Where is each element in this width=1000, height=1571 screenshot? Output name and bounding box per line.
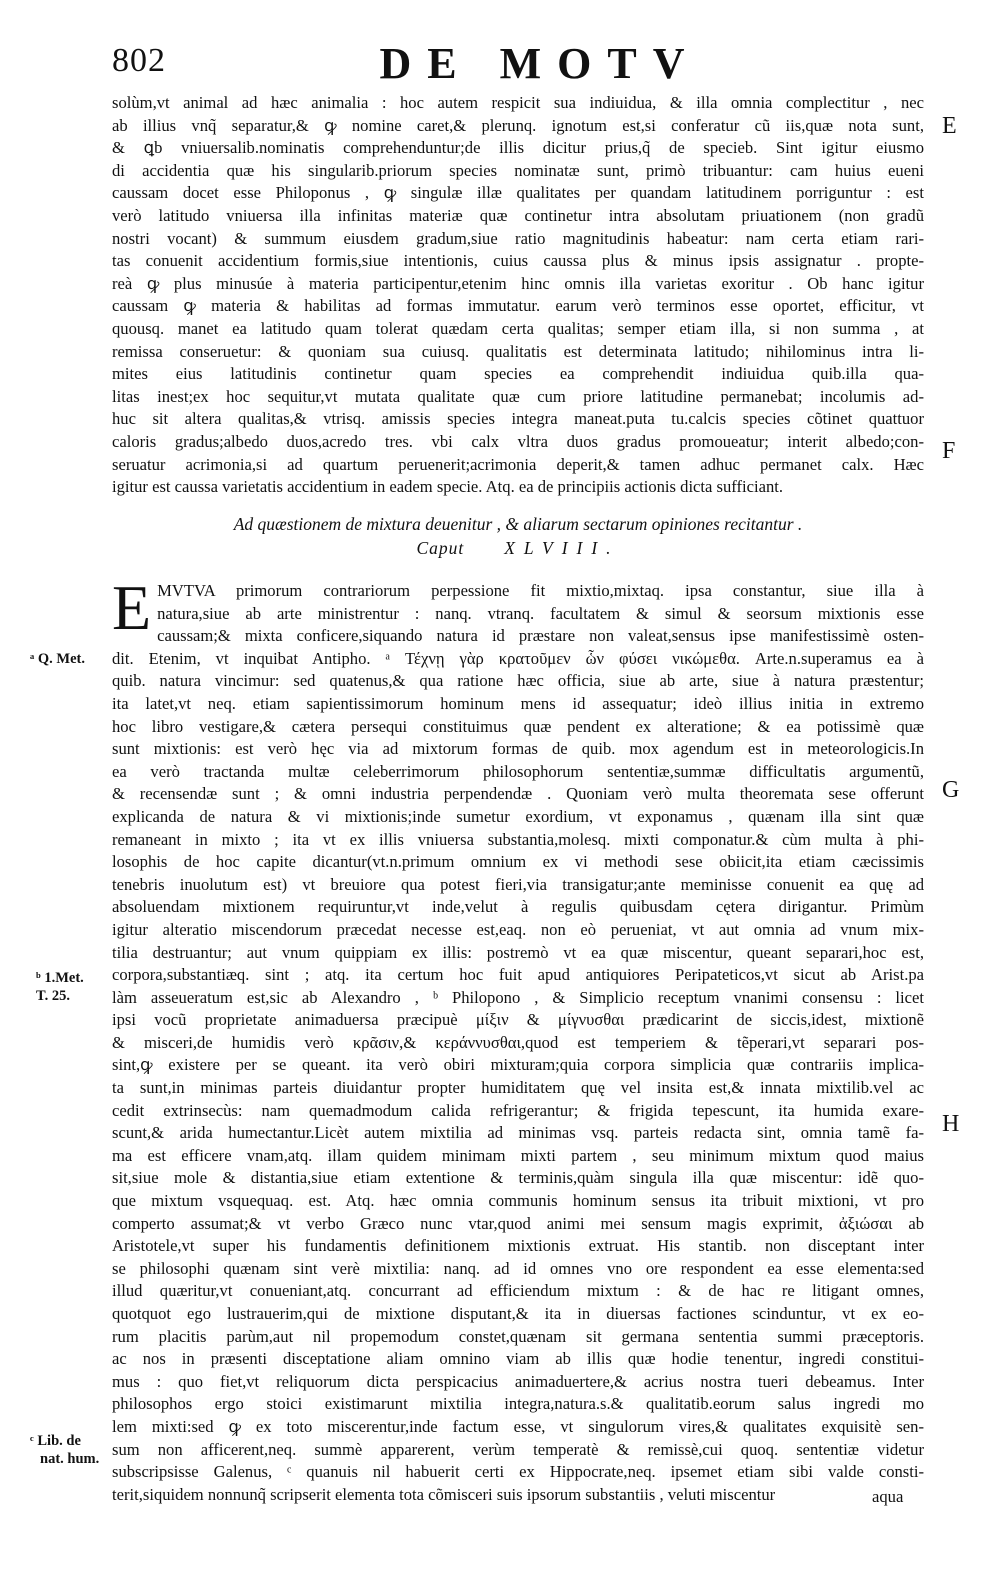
main-paragraph-line: mus : quo fiet,vt reliquorum dicta perspicacius animaduertere,& acrius nostra tueri debeamus. Inter: [112, 1371, 924, 1391]
top-paragraph-line: remissa conseruetur: & quoniam sua cuiusq. qualitatis est determinata latitudo; nihilominus intra li-: [112, 341, 924, 361]
margin-letter-e: E: [942, 113, 957, 139]
top-paragraph-line: reà ꝙ plus minusúe à materia participentur,etenim hinc omnis illa varietas exoritur . Ob hanc igitur: [112, 273, 924, 293]
caput-label: Caput: [416, 538, 465, 558]
running-head: DE MOTV: [379, 39, 701, 88]
main-paragraph-line: remaneant in mixto ; ita vt ex illis vniuersa substantia,molesq. mixti componatur.& cùm multa à phi-: [112, 829, 924, 849]
main-paragraph-line: làm asseueratum est,sic ab Alexandro , ᵇ Philopono , & Simplicio receptum vnanimi consensu : licet: [112, 987, 924, 1007]
main-paragraph-line: & recensendæ sunt ; & omni industria perpendendæ . Quoniam verò multa theoremata sese offerunt: [112, 784, 924, 804]
top-paragraph-line: caloris gradus;albedo duos,acredo tres. vbi calx vltra duos gradus promoueatur; interit albedo;con-: [112, 431, 924, 451]
top-paragraph-line: nostri vocant) & summum eiusdem gradum,siue ratio magnitudinis habeatur: nam certa etiam rari-: [112, 228, 924, 248]
main-paragraph-line: natura,siue ab arte ministrentur : nanq. vtranq. facultatem & simul & seorsum mixtionis esse: [157, 603, 924, 623]
main-paragraph-line: subscripsisse Galenus, ᶜ quanuis nil habuerit certi ex Hippocrate,neq. ipsemet etiam sibi valde consti-: [112, 1462, 924, 1482]
page-number: 802: [112, 42, 166, 79]
chapter-title: Ad quæstionem de mixtura deuenitur , & aliarum sectarum opiniones recitantur .: [233, 514, 803, 534]
main-paragraph-line: MVTVA primorum contrariorum perpessione fit mixtio,mixtaq. ipsa constantur, siue illa à: [157, 581, 924, 600]
main-paragraph-line: ac nos in præsenti disceptatione aliam omnino viam ab illis quæ hodie tenentur, ingredi constitui-: [112, 1349, 924, 1369]
margin-letter-h: H: [942, 1111, 960, 1137]
main-paragraph-line: sit,siue mole & distantia,siue etiam extentione & terminis,quàm singula illa quæ miscentur: idẽ quo-: [112, 1168, 924, 1188]
side-note-b-1: ᵇ 1.Met.: [36, 970, 84, 986]
top-paragraph-line: igitur est caussa varietatis accidentium in eadem specie. Atq. ea de principiis actionis dicta sufficiant.: [112, 477, 784, 497]
main-paragraph-line: cedit extrinsecùs: nam quemadmodum calida refrigerantur; & frigida tepescunt, ita humida exare-: [112, 1100, 924, 1120]
side-note-c-1: ᶜ Lib. de: [30, 1433, 81, 1449]
main-paragraph-line: comperto assumat;& vt verbo Græco nunc vtar,quod animi mei sensum magis exprimit, ἀξιώσαι ab: [112, 1213, 924, 1233]
chapter-heading: [112, 512, 924, 560]
margin-letter-f: F: [942, 438, 956, 464]
main-paragraph-line: tenebris inuolutum est) vt breuiore qua potest fieri,via transigatur;ante meminisse conuenit ea quę ad: [112, 874, 924, 894]
top-paragraph-line: caussam docet esse Philoponus , ꝙ singulæ illæ qualitates per quandam latitudinem porriguntur : est: [112, 183, 924, 203]
main-paragraph-line: caussam;& mixta conficere,siquando natura id præstare non valeat,sensus ipse manifestissimè osten-: [157, 626, 924, 646]
main-paragraph-line: ita latet,vt neq. etiam sapientissimorum hominum mens id assequatur; ideò illius initia in extremo: [112, 693, 924, 713]
top-paragraph-line: huc sit altera qualitas,& vtrisq. amissis species integra maneat.puta tu.calcis species cõtinet quattuor: [112, 409, 924, 429]
main-paragraph-line: & misceri,de humidis verò κρᾶσιν,& κεράννυσθαι,quod est temperiem & tẽperari,vt separari pos-: [112, 1032, 924, 1052]
main-paragraph-line: dit. Etenim, vt inquibat Antipho. ᵃ Τέχνῃ γὰρ κρατοῦμεν ὧν φύσει νικώμεθα. Arte.n.superamus ea à: [112, 648, 924, 668]
main-paragraph-line: illud quæritur,vt conueniant,atq. concurrant ad efficiendum mixtum : & de hac re litigant omnes,: [112, 1281, 924, 1301]
main-paragraph-line: ma est efficere vnam,atq. illam quidem minimam mixti partem , seu minimum mixtum quod maius: [112, 1145, 924, 1165]
main-paragraph-line: ea verò tractanda multæ celeberrimorum philosophorum sententiæ,summæ difficultatis argumentũ,: [112, 761, 924, 781]
main-paragraph-line: explicanda de natura & vi mixtionis;inde sumetur exordium, vt exponamus , quænam illa sint quæ: [112, 806, 924, 826]
top-paragraph-line: litas inest;ex hoc sequitur,vt mutata qualitate quæ cum priore latitudine permanebat; incolumis ad-: [112, 386, 924, 406]
top-paragraph-line: solùm,vt animal ad hæc animalia : hoc autem respicit sua indiuidua, & illa omnia complectitur , nec: [112, 93, 924, 112]
main-paragraph-line: se philosophi quænam sint verè mixtilia: nanq. ad id omnes vno ore respondent ea esse elementa:sed: [112, 1258, 924, 1278]
margin-letter-g: G: [942, 777, 960, 803]
side-note-a: ᵃ Q. Met.: [30, 651, 85, 667]
main-paragraph-line: igitur alteratio miscendorum præcedat necesse est,eaq. non eò perueniat, vt aut omnia ad vnum mix-: [112, 919, 924, 939]
catchword: aqua: [872, 1487, 904, 1506]
main-paragraph-line: terit,siquidem nonnunq̃ scripserit elementa tota cõmisceri suis ipsorum substantiis , veluti miscentur: [112, 1484, 776, 1504]
top-paragraph: [112, 92, 924, 499]
top-paragraph-line: tas conuenit accidentium formis,siue intentionis, cuius caussa plus & minus ipsis assignatur . propte-: [112, 251, 924, 271]
main-paragraph-line: hoc libro vestigare,& cætera persequi constituimus quæ pendent ex alteratione; & ea potissimè quæ: [112, 716, 924, 736]
main-paragraph-line: sum non afficerent,neq. summè apparerent, verùm temperatè & remissè,cui quoq. sententiæ videtur: [112, 1439, 924, 1459]
side-note-c-2: nat. hum.: [40, 1451, 100, 1467]
side-note-b-2: T. 25.: [36, 988, 70, 1004]
main-paragraph-line: que mixtum vsquequaq. est. Atq. hæc omnia communis hominum sensus ita tribuit mixtioni, vt pro: [112, 1191, 924, 1211]
main-paragraph-line: sint,ꝙ existere per se queant. ita verò obiri mixturam;quia corpora simplicia quæ contrariis implica-: [112, 1055, 924, 1075]
chapter-caput: [112, 536, 924, 560]
top-paragraph-line: seruatur acrimonia,si ad quartum peruenerit;acrimonia deperit,& tamen adhuc permanet calx. Hæc: [112, 454, 924, 474]
top-paragraph-line: caussam ꝙ materia & habilitas ad formas immutatur. earum verò terminos esse oportet, efficitur, vt: [112, 296, 924, 316]
main-paragraph-line: scunt,& arida humectantur.Licèt autem mixtilia ad minimas vsq. parteis redacta sint, omnia tamẽ fa-: [112, 1123, 924, 1143]
main-paragraph-line: quib. natura vincimur: sed quatenus,& qua ratione hæc officia, siue ab arte, siue à natura præstentur;: [112, 671, 924, 691]
main-paragraph-line: corpora,substantiæq. sint ; atq. ita certum hoc fuit apud antiquiores Peripateticos,vt sicut ab Arist.pa: [112, 965, 924, 985]
main-paragraph-line: rum placitis parùm,aut nil propemodum constet,quænam sit germana sententia summi præceptoris.: [112, 1326, 924, 1346]
main-paragraph-line: lem mixti:sed ꝙ ex toto miscerentur,inde factum esse, vt singulorum vires,& qualitates exquisitè sen-: [112, 1416, 924, 1436]
main-paragraph-line: Aristotele,vt super his fundamentis definitionem mixtionis extruat. His stantib. non disceptant inter: [112, 1236, 924, 1256]
top-paragraph-line: verò latitudo vniuersa illa infinitas materiæ quæ continetur intra absolutam priuationem (non gradũ: [112, 205, 924, 225]
main-paragraph-line: tilia destruantur; aut vnum quippiam ex illis: postremò vt ea quæ miscentur, queant separari,hoc est,: [112, 942, 924, 962]
top-paragraph-line: di accidentia quæ his singularib.priorum species nominatæ sunt, primò tribuantur: cam huius eueni: [112, 160, 924, 180]
decorated-initial: E: [112, 572, 152, 643]
main-paragraph-line: ta sunt,in minimas parteis diuidantur propter humiditatem quę vel insita est,& innata mixtilib.vel ac: [112, 1078, 924, 1098]
main-paragraph-line: losophis de hoc capite dicantur(vt.n.primum omnium ex vi methodi sese obiicit,ita etiam cæcissimis: [112, 852, 924, 872]
main-paragraph-line: philosophos ergo stoici existimarunt mixtilia integra,natura.s.& qualitatib.eorum salus ingredi mo: [112, 1394, 924, 1414]
main-paragraph-line: sunt mixtionis: est verò hęc via ad mixtorum formas de quib. mox agendum est in meteorologicis.In: [112, 739, 924, 759]
main-paragraph-line: absoluendam mixtionem requiruntur,vt inde,velut à regulis quibusdam cętera dirigantur. Primùm: [112, 897, 924, 917]
top-paragraph-line: & ꝗb vniuersalib.nominatis comprehenduntur;de illis dicitur prius,q̃ de specieb. Sint igitur eiusmo: [112, 138, 924, 158]
top-paragraph-line: mites eius latitudinis continetur quam species ea comprehendit indiuidua quib.illa qua-: [112, 364, 924, 384]
top-paragraph-line: quousq. manet ea latitudo quam tolerat quædam certa qualitas; semper etiam illa, si non summa , at: [112, 318, 924, 338]
caput-numeral: XLVIII.: [504, 538, 620, 558]
main-paragraph: [112, 572, 924, 1506]
top-paragraph-line: ab illius vnq̃ separatur,& ꝙ nomine caret,& plerunq. ignotum est,si conferatur cũ iis,quæ nota sunt,: [112, 115, 924, 135]
main-paragraph-line: quotquot ego lustrauerim,qui de mixtione disputant,& ita in diuersas factiones scinduntur, vt ex eo-: [112, 1304, 924, 1323]
main-paragraph-line: ipsi vocũ proprietate animaduersa præcipuè μίξιν & μίγνυσθαι prædicarint de siccis,idest, mixtionẽ: [112, 1010, 924, 1030]
